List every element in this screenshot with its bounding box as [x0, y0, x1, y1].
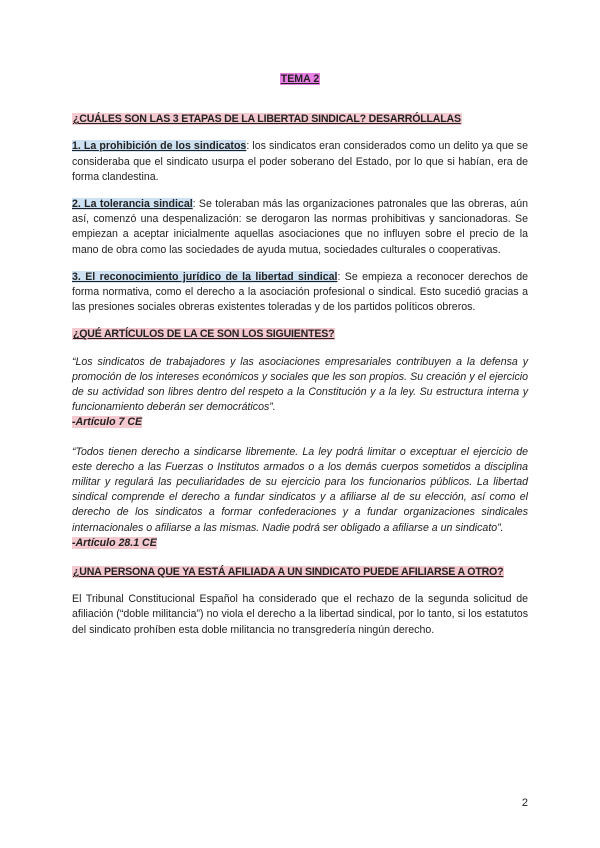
question-2: ¿QUÉ ARTÍCULOS DE LA CE SON LOS SIGUIENTES? [73, 328, 335, 341]
quote-2: “Todos tienen derecho a sindicarse libremente. La ley podrá limitar o exceptuar el ejercicio de este derecho a las Fuerzas o Institutos armados o a los demás cuerpos sometidos a disciplina militar y regulará las peculiaridades de su ejercicio para los funcionarios públicos. La libertad sindical comprende el derecho a fundar sindicatos y a afiliarse al de su elección, así como el derecho de los sindicatos a formar confederaciones y a fundar organizaciones sindicales internacionales o afiliarse a las mismas. Nadie podrá ser obligado a afiliarse a un sindicato”. [72, 445, 528, 534]
stage-3-heading: 3. El reconocimiento jurídico de la libertad sindical [72, 270, 338, 283]
stage-1-heading: 1. La prohibición de los sindicatos [72, 140, 247, 153]
stage-3-paragraph [72, 270, 528, 316]
article-2-ref [72, 536, 528, 551]
stage-1-text: : los sindicatos eran considerados como un delito ya que se consideraba que el sindicato usurpa el poder soberano del Estado, por lo que si habían, era de forma clandestina. [72, 140, 528, 183]
article-2-label: -Artículo 28.1 CE [72, 536, 157, 549]
question-3-block [72, 565, 528, 580]
article-1-label: -Artículo 7 CE [72, 416, 143, 429]
page-number: 2 [521, 797, 528, 809]
stage-2-text: : Se toleraban más las organizaciones patronales que las obreras, aún así, comenzó una despenalización: se derogaron las normas prohibitivas y sancionadoras. Se empiezan a aceptar inicialmente aquellas asociaciones que no influyen sobre el precio de la mano de obra como las sociedades de ayuda mutua, sociedades culturales o cooperativas. [72, 198, 528, 256]
question-1-block [72, 112, 528, 127]
quote-1: “Los sindicatos de trabajadores y las asociaciones empresariales contribuyen a la defensa y promoción de los intereses económicos y sociales que les son propios. Su creación y el ejercicio de su actividad son libres dentro del respeto a la Constitución y a la ley. Su estructura interna y funcionamiento deberán ser democráticos”. [72, 355, 528, 414]
question-3: ¿UNA PERSONA QUE YA ESTÁ AFILIADA A UN SINDICATO PUEDE AFILIARSE A OTRO? [73, 566, 504, 579]
article-1-ref [72, 415, 528, 430]
stage-1-paragraph [72, 139, 528, 185]
title-wrap [72, 72, 528, 87]
question-1: ¿CUÁLES SON LAS 3 ETAPAS DE LA LIBERTAD SINDICAL? DESARRÓLLALAS [73, 113, 461, 126]
document-title: TEMA 2 [280, 73, 320, 85]
stage-3-text: : Se empieza a reconocer derechos de forma normativa, como el derecho a la asociación profesional o sindical. Esto sucedió gracias a las presiones sociales obreras existentes toleradas y de los partidos políticos obreros. [72, 270, 529, 314]
document-page [72, 72, 528, 650]
answer-3: El Tribunal Constitucional Español ha considerado que el rechazo de la segunda solicitud de afiliación (“doble militancia”) no viola el derecho a la libertad sindical, por lo tanto, si los estatutos del sindicato prohíben esta doble militancia no transgredería ningún derecho. [72, 593, 528, 636]
question-2-block [72, 327, 528, 342]
stage-2-heading: 2. La tolerancia sindical [72, 198, 193, 211]
stage-2-paragraph [72, 197, 528, 258]
